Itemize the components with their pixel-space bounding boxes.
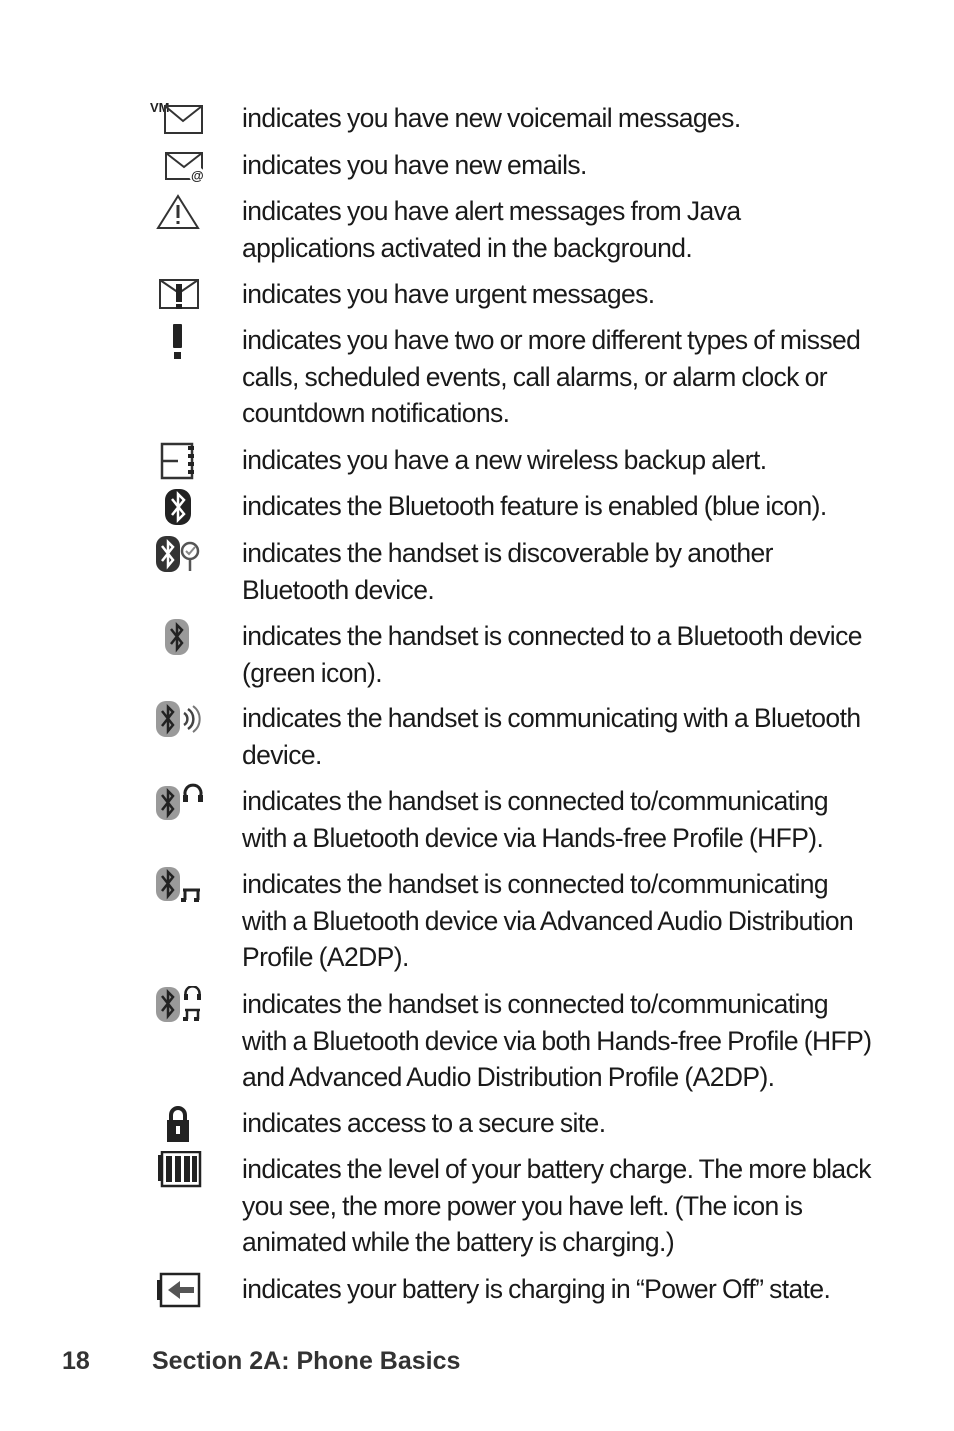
svg-text:@: @: [191, 168, 204, 183]
section-title: Section 2A: Phone Basics: [152, 1347, 461, 1375]
svg-text:VM: VM: [150, 100, 170, 115]
bluetooth-hfp-a2dp-icon: [150, 986, 210, 1030]
bluetooth-discoverable-icon: [150, 535, 210, 579]
battery-icon: [150, 1151, 210, 1195]
email-icon: [150, 147, 210, 191]
bluetooth-communicating-icon: [150, 700, 210, 744]
exclamation-icon: [150, 322, 210, 366]
bluetooth-enabled-icon: [150, 488, 210, 532]
lock-icon: [150, 1105, 210, 1149]
battery-charging-off-icon: [150, 1271, 210, 1315]
wireless-backup-icon: [150, 442, 210, 486]
urgent-message-icon: [150, 276, 210, 320]
voicemail-icon: [150, 100, 210, 144]
alert-icon: [150, 193, 210, 237]
bluetooth-a2dp-icon: [150, 866, 210, 910]
page-number: 18: [62, 1347, 90, 1375]
bluetooth-hfp-icon: [150, 783, 210, 827]
bluetooth-connected-icon: [150, 618, 210, 662]
manual-page: VM indicates you have new voicemail messages. @ indicates you have new emails. indicates you have alert messages from Java applications activated in the background. indicates you have urgent messages. indicates you have two or more different types of missed calls, scheduled events, call alarms, or alarm clock or countdown notifications. indicates you have a new wireless backup alert. indicates the Bluetooth feature is enabled (blue icon). indicates the handset is discoverable by another Bluetooth device. indicates the handset is connected to a Bluetooth device (green icon). indicates the handset is communicating with a Bluetooth device. indicates the handset is connected to/communicating with a Bluetooth device via Hands-free Profile (HFP). indicates the handset is connected to/communicating with a Bluetooth device via Advanced Audio Distribution Profile (A2DP). indicates the handset is connected to/communicating with a Bluetooth device via both Hands-free Profile (HFP) and Advanced Audio Distribution Profile (A2DP). indicates access to a secure site. indicates the level of your battery charge. The more black you see, the more power you have left. (The icon is animated while the battery is charging.) indicates your battery is charging in “Power Off” state. 18 Section 2A: Phone Basics: [62, 100, 872, 1375]
